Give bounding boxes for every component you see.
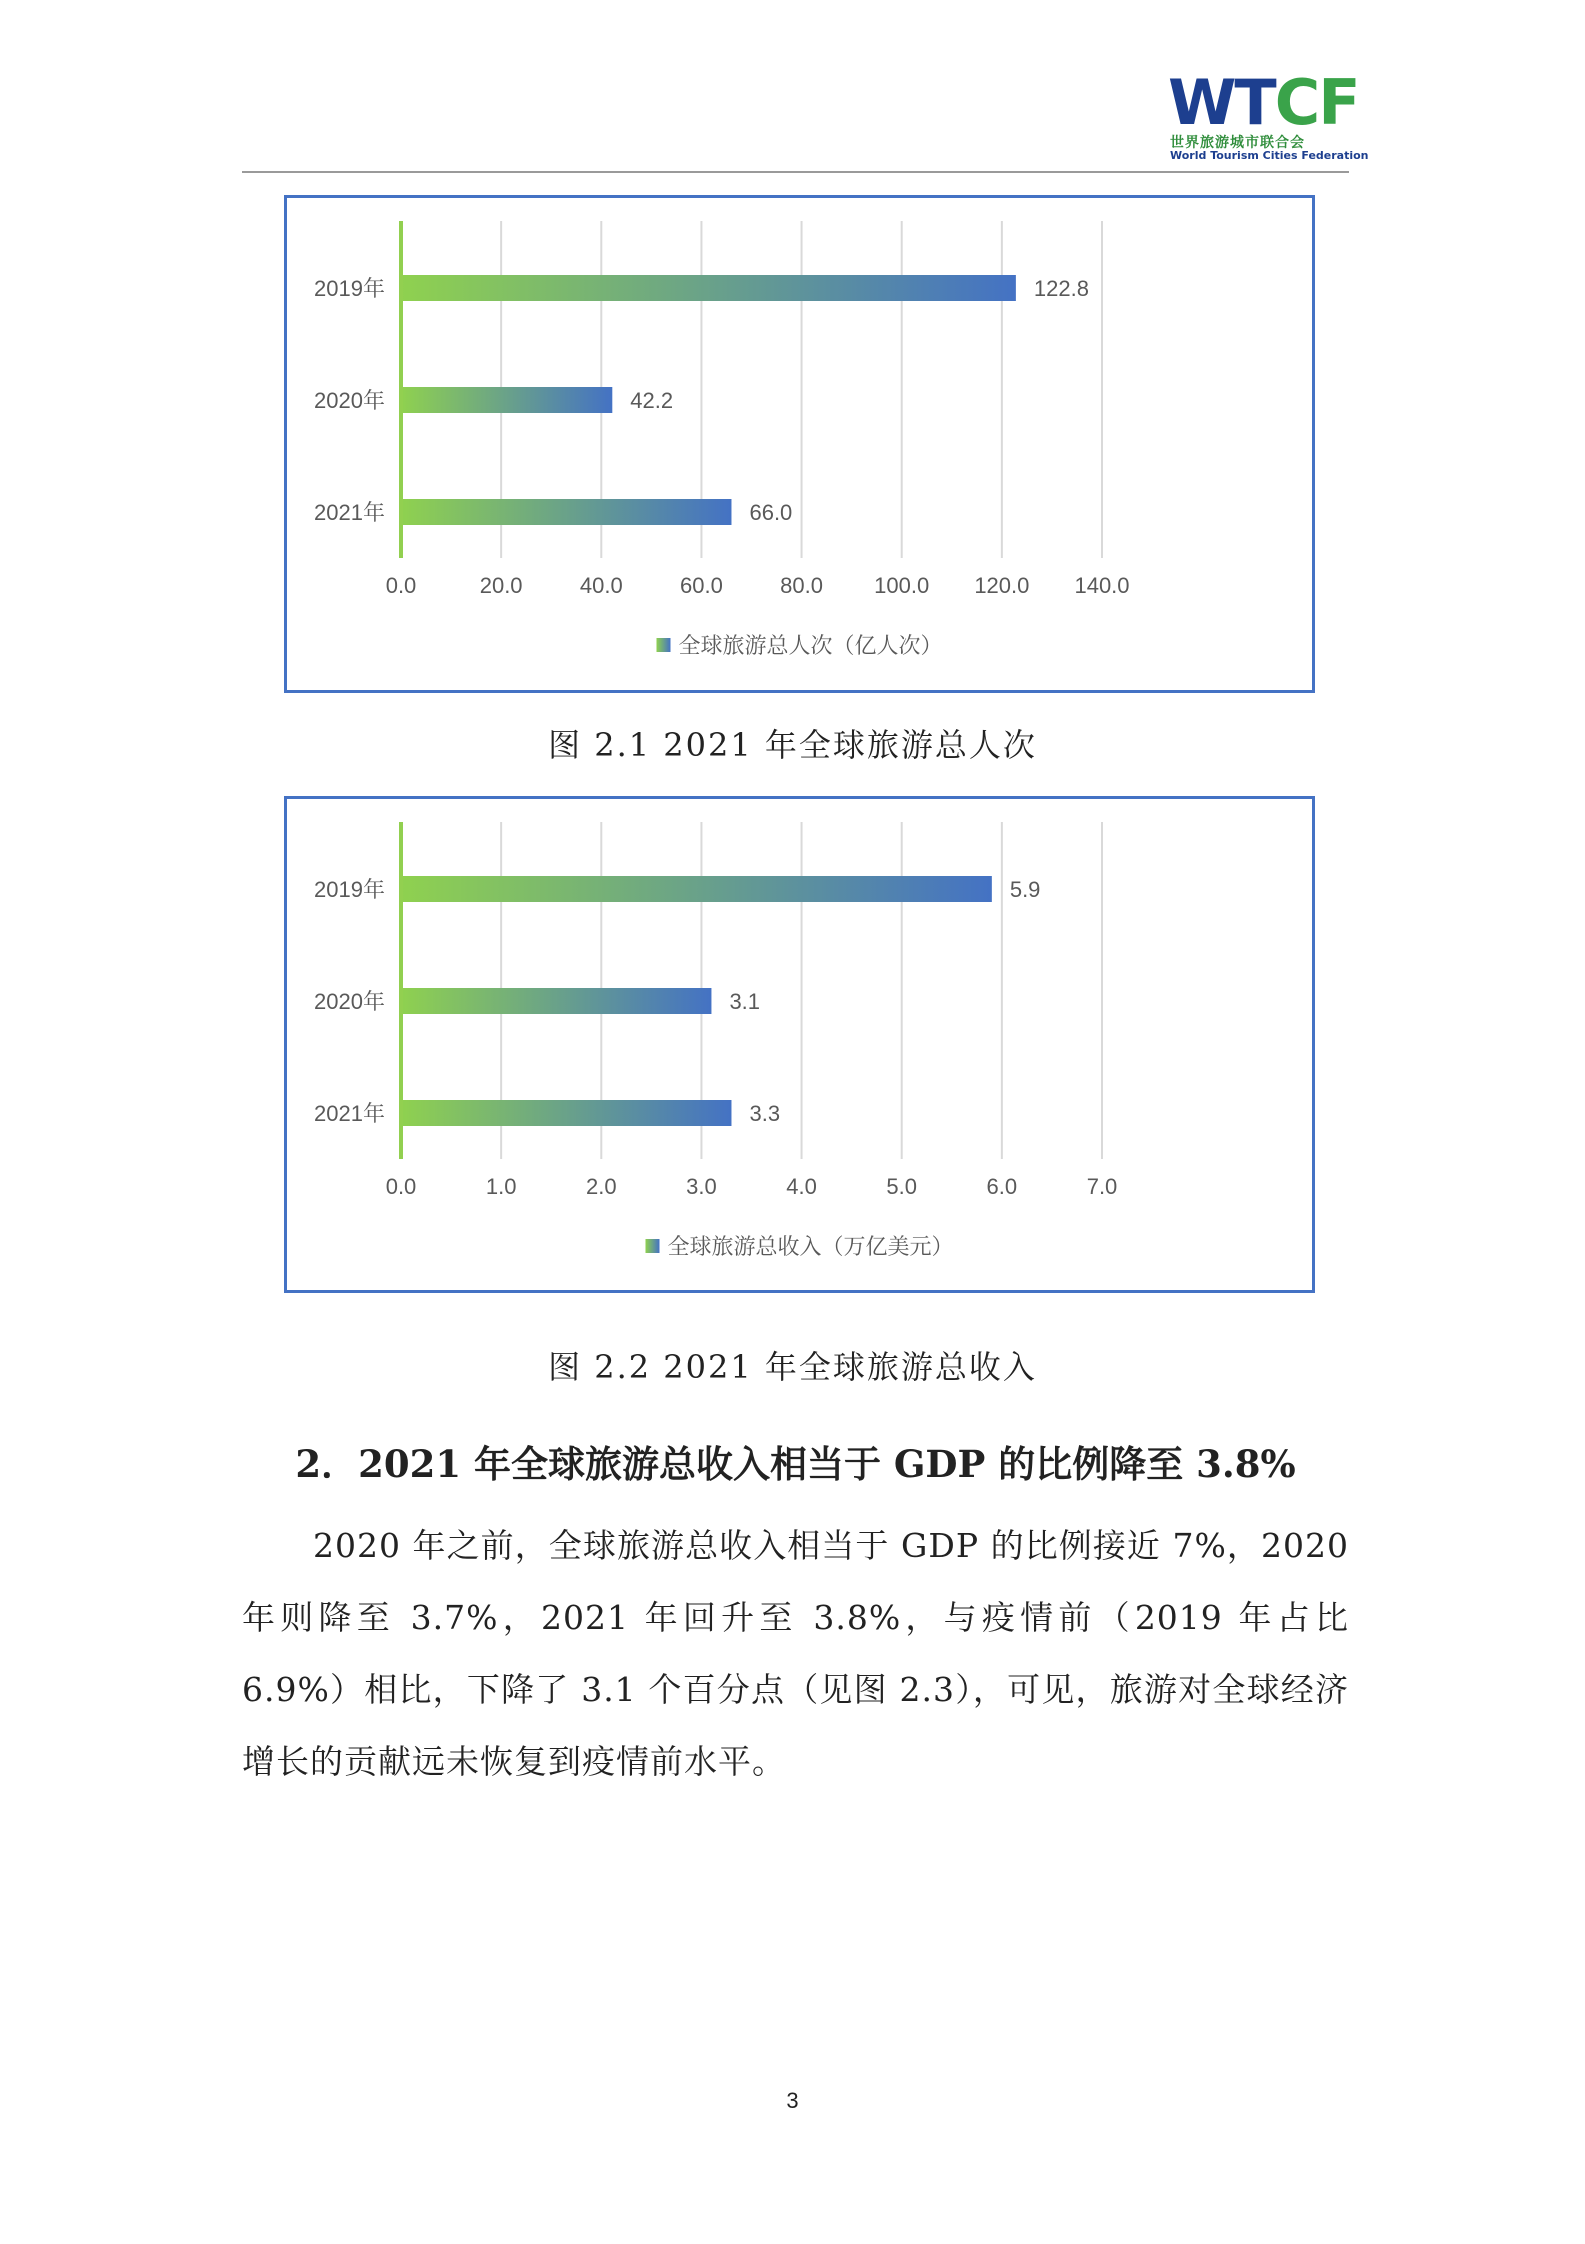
legend bbox=[656, 634, 942, 659]
chart-total-tourism-revenue bbox=[284, 796, 1315, 1293]
x-tick-label: 1.0 bbox=[485, 1174, 517, 1199]
x-tick-label: 0.0 bbox=[385, 1174, 417, 1199]
x-tick-label: 2.0 bbox=[585, 1174, 617, 1199]
chart-total-tourist-trips bbox=[284, 195, 1315, 693]
bar bbox=[401, 876, 992, 902]
x-tick-label: 80.0 bbox=[780, 573, 823, 598]
legend-label: 全球旅游总人次（亿人次） bbox=[678, 634, 943, 659]
header-divider bbox=[242, 171, 1349, 173]
x-tick-label: 0.0 bbox=[385, 573, 417, 598]
x-tick-label: 7.0 bbox=[1086, 1174, 1118, 1199]
section-heading: 2．2021 年全球旅游总收入相当于 GDP 的比例降至 3.8% bbox=[295, 1442, 1296, 1486]
category-label: 2019年 bbox=[314, 276, 385, 301]
logo-wordmark: WTCF bbox=[1168, 66, 1359, 139]
logo-english-name: World Tourism Cities Federation bbox=[1170, 149, 1369, 162]
category-label: 2020年 bbox=[314, 388, 385, 413]
page-number: 3 bbox=[786, 2088, 799, 2113]
x-tick-label: 100.0 bbox=[874, 573, 930, 598]
x-tick-label: 3.0 bbox=[686, 1174, 717, 1199]
x-tick-label: 4.0 bbox=[786, 1174, 817, 1199]
data-label: 66.0 bbox=[749, 500, 793, 525]
x-tick-label: 20.0 bbox=[479, 573, 523, 598]
bar bbox=[401, 387, 612, 413]
x-tick-label: 6.0 bbox=[986, 1174, 1018, 1199]
bar bbox=[401, 988, 711, 1014]
body-paragraph: 2020 年之前，全球旅游总收入相当于 GDP 的比例接近 7%，2020 年则降至 3.7%，2021 年回升至 3.8%，与疫情前（2019 年占比 6.9%）相比，下降了 3.1 个百分点（见图 2.3），可见，旅游对全球经济增长的贡献远未恢复到疫情前水平。 bbox=[242, 1526, 1349, 1781]
legend-swatch bbox=[656, 638, 670, 652]
data-label: 42.2 bbox=[630, 388, 674, 413]
data-label: 122.8 bbox=[1033, 276, 1089, 301]
legend-swatch bbox=[645, 1239, 659, 1253]
x-tick-label: 40.0 bbox=[579, 573, 623, 598]
bar bbox=[401, 275, 1016, 301]
category-label: 2021年 bbox=[314, 1101, 385, 1126]
bar bbox=[401, 499, 731, 525]
category-label: 2019年 bbox=[314, 877, 385, 902]
data-label: 3.1 bbox=[729, 989, 761, 1014]
figure-caption-2-2: 图 2.2 2021 年全球旅游总收入 bbox=[548, 1348, 1037, 1386]
chart-canvas bbox=[287, 198, 1312, 690]
logo-chinese-name: 世界旅游城市联合会 bbox=[1170, 135, 1305, 151]
legend-label: 全球旅游总收入（万亿美元） bbox=[667, 1235, 954, 1260]
x-tick-label: 140.0 bbox=[1074, 573, 1130, 598]
category-label: 2021年 bbox=[314, 500, 385, 525]
x-tick-label: 60.0 bbox=[680, 573, 723, 598]
data-label: 3.3 bbox=[749, 1101, 781, 1126]
data-label: 5.9 bbox=[1009, 877, 1041, 902]
chart-canvas bbox=[287, 799, 1312, 1290]
category-label: 2020年 bbox=[314, 989, 385, 1014]
x-tick-label: 120.0 bbox=[974, 573, 1030, 598]
wtcf-logo bbox=[1168, 66, 1369, 162]
legend bbox=[645, 1235, 953, 1260]
figure-caption-2-1: 图 2.1 2021 年全球旅游总人次 bbox=[548, 726, 1037, 764]
bar bbox=[401, 1100, 731, 1126]
x-tick-label: 5.0 bbox=[886, 1174, 918, 1199]
